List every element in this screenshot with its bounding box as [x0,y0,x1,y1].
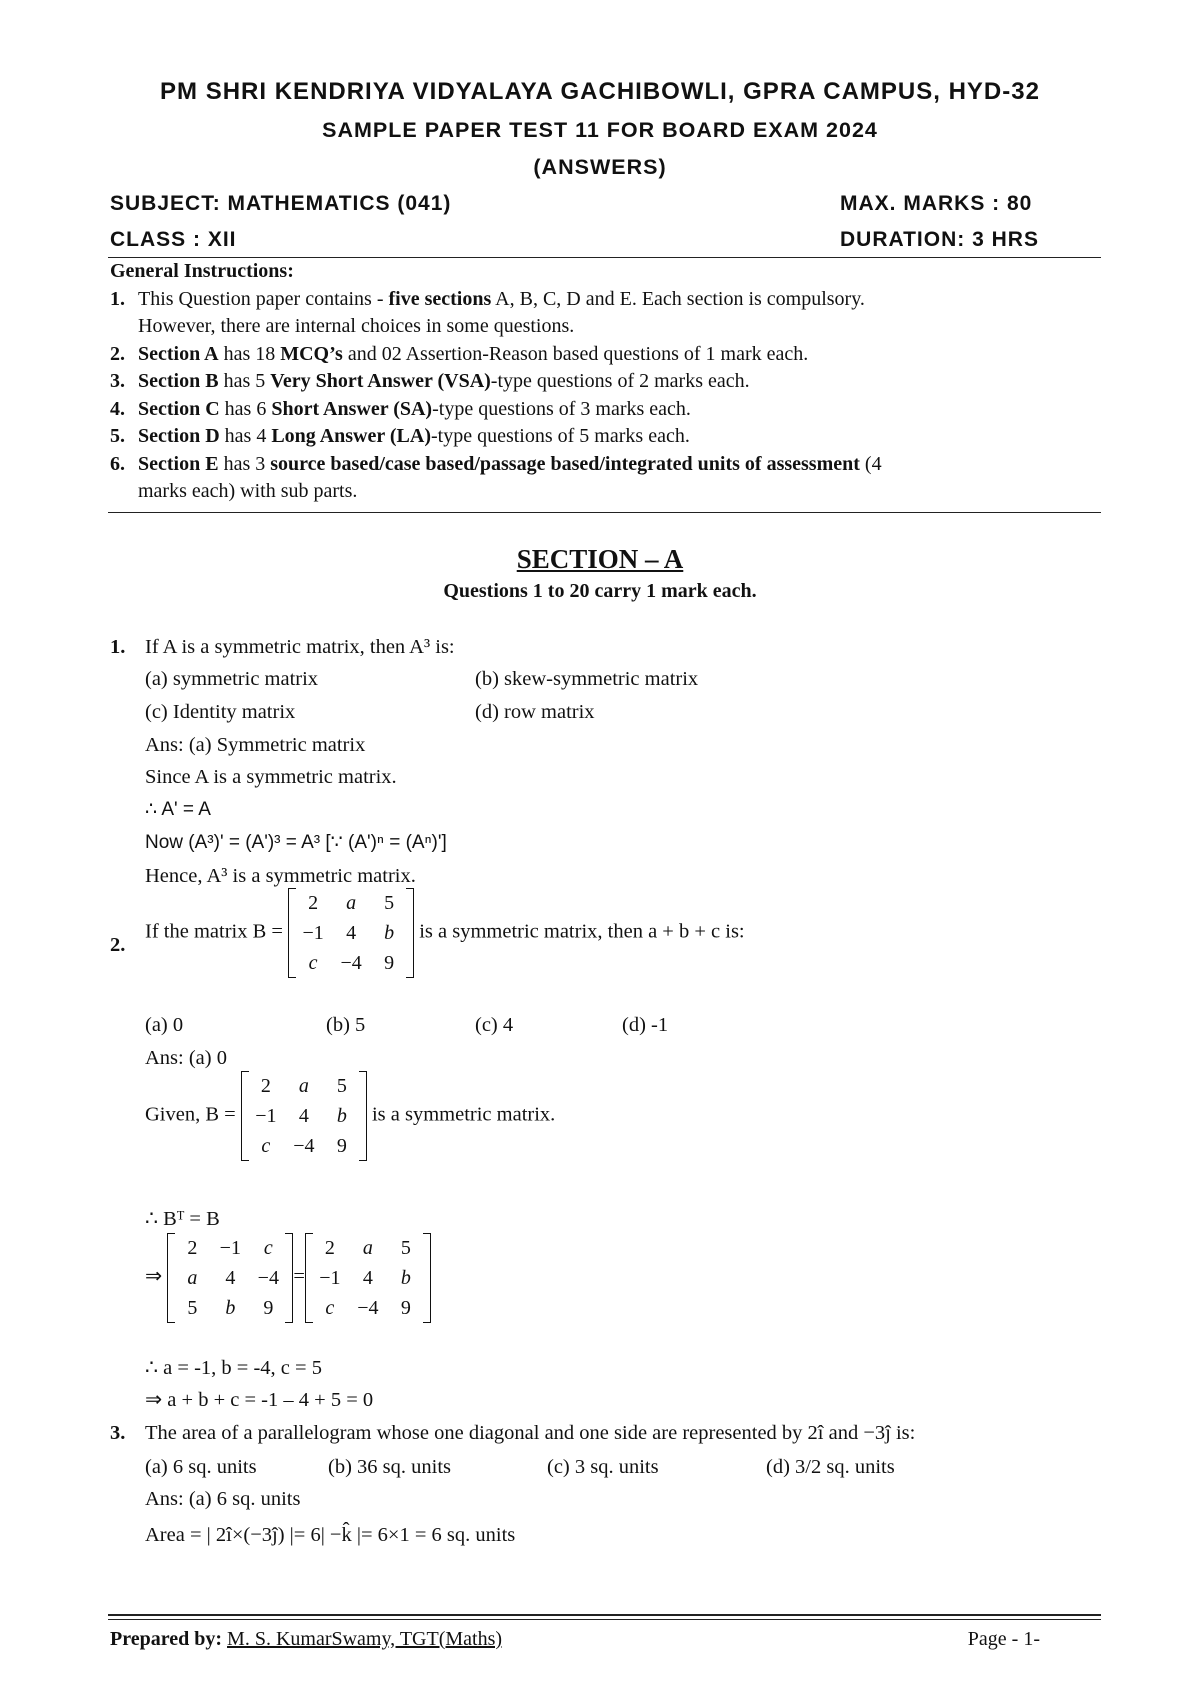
matrix-cell: b [225,1297,236,1319]
question-1: 1. If A is a symmetric matrix, then A³ is: (a) symmetric matrix (b) skew-symmetric matrix (c) Identity matrix (d) row matrix Ans: (a) Symmetric matrix Since A is a symmetric matrix. ∴ A' = A Now (A³)' = (A')³ = A³ [∵ (A')ⁿ = (Aⁿ)'] Hence, A³ is a symmetric matrix. [110,636,699,887]
matrix-cell: −4 [293,1135,315,1157]
prepared-label: Prepared by: [110,1628,223,1650]
class: CLASS : XII [110,228,237,251]
q1-answer: Ans: (a) Symmetric matrix [145,734,366,756]
matrix-cell: −1 [255,1105,277,1127]
class-row [110,228,1100,252]
q3-option-c: (c) 3 sq. units [547,1456,659,1478]
instruction-item: 1. This Question paper contains - five sections A, B, C, D and E. Each section is compulsory. However, there are internal choices in some questions. [110,287,865,337]
matrix-cell: 4 [225,1267,236,1289]
instructions-title: General Instructions: [110,260,294,282]
footer-rule [108,1614,1101,1616]
q3-area: Area = | 2î×(−3ĵ) |= 6| −k̂ |= 6×1 = 6 sq. units [145,1524,516,1546]
instruction-item: 6. Section E has 3 source based/case based/passage based/integrated units of assessment (4 marks each) with sub parts. [110,452,882,502]
page-number: Page - 1- [967,1628,1040,1650]
school-name: PM SHRI KENDRIYA VIDYALAYA GACHIBOWLI, GPRA CAMPUS, HYD-32 [160,78,1040,105]
matrix-cell: 5 [400,1237,411,1259]
q3-option-d: (d) 3/2 sq. units [766,1456,895,1478]
matrix-bt [167,1233,293,1323]
matrix-b [241,1071,367,1161]
matrix-cell: a [187,1267,198,1289]
answers-label: (ANSWERS) [533,155,667,179]
matrix-cell: a [298,1075,309,1097]
matrix-cell: a [346,892,357,914]
q1-option-b: (b) skew-symmetric matrix [475,668,699,690]
duration: DURATION: 3 HRS [840,228,1039,251]
matrix-cell: −4 [357,1297,379,1319]
matrix-cell: 4 [346,922,357,944]
paper-title: SAMPLE PAPER TEST 11 FOR BOARD EXAM 2024 [322,118,878,142]
matrix-cell: 9 [400,1297,411,1319]
max-marks: MAX. MARKS : 80 [840,192,1033,215]
prepared-name: M. S. KumarSwamy, TGT(Maths) [227,1628,503,1650]
matrix-cell: 5 [187,1297,198,1319]
matrix-cell: −4 [257,1267,279,1289]
matrix-cell: 2 [260,1075,271,1097]
matrix-cell: 5 [336,1075,347,1097]
footer [110,1628,1100,1651]
matrix-cell: 5 [384,892,395,914]
matrix-cell: −1 [219,1237,241,1259]
matrix-cell: 9 [384,952,395,974]
instruction-item: 2. Section A has 18 MCQ’s and 02 Assertion-Reason based questions of 1 mark each. [110,342,809,365]
q1-line: ∴ A' = A [145,799,211,820]
matrix-cell: −1 [319,1267,341,1289]
q3-answer: Ans: (a) 6 sq. units [145,1488,301,1510]
matrix-cell: 9 [263,1297,274,1319]
matrix-b [305,1233,431,1323]
question-2: 2. If the matrix B = 2 a 5 −1 4 b c −4 9 is a symmetric matrix, then a + b + c is: (a) 0 (b) 5 (c) 4 (d) -1 Ans: (a) 0 Given, B = 2 a 5 −1 4 b c −4 9 is a symmetric matrix. ∴ Bᵀ = B ⇒ 2 −1 c a 4 −4 5 b 9 = 2 a 5 −1 4 b c −4 9 ∴ a = -1, b = -4, c = 5 ⇒ a + b + c = -1 – 4 + 5 = 0 [110,888,1100,1408]
footer-rule [108,1619,1101,1620]
matrix-cell: 2 [308,892,319,914]
q1-line: Hence, A³ is a symmetric matrix. [145,865,416,887]
matrix-cell: 2 [324,1237,335,1259]
q2-stem: If the matrix B = 2 a 5 −1 4 b c −4 9 is a symmetric matrix, then a + b + c is: [145,888,745,978]
matrix-cell: b [384,922,395,944]
q1-stem: If A is a symmetric matrix, then A³ is: [145,636,455,658]
instruction-item: 4. Section C has 6 Short Answer (SA)-type questions of 3 marks each. [110,397,691,420]
matrix-cell: a [362,1237,373,1259]
matrix-cell: 9 [336,1135,347,1157]
q1-option-a: (a) symmetric matrix [145,668,319,690]
q2-option-a: (a) 0 [145,1014,184,1036]
q2-option-b: (b) 5 [326,1014,366,1036]
instruction-item: 5. Section D has 4 Long Answer (LA)-type questions of 5 marks each. [110,425,690,447]
q1-line: Now (A³)' = (A')³ = A³ [∵ (A')ⁿ = (Aⁿ)'] [145,832,447,853]
matrix-cell: b [400,1267,411,1289]
general-instructions [110,258,1100,506]
q2-equation: ⇒ 2 −1 c a 4 −4 5 b 9 = 2 a 5 −1 4 b c −4 9 [145,1233,431,1323]
q2-line: ⇒ a + b + c = -1 – 4 + 5 = 0 [145,1389,374,1411]
instructions-rule [108,512,1101,513]
q3-option-a: (a) 6 sq. units [145,1456,257,1478]
q3-option-b: (b) 36 sq. units [328,1456,451,1478]
matrix-cell: c [325,1297,335,1319]
matrix-cell: 2 [187,1237,198,1259]
q2-given: Given, B = 2 a 5 −1 4 b c −4 9 is a symmetric matrix. [145,1071,555,1161]
q1-option-c: (c) Identity matrix [145,701,296,723]
matrix-cell: c [308,952,318,974]
matrix-cell: b [336,1105,347,1127]
section-title: SECTION – A [516,544,684,574]
matrix-cell: 4 [362,1267,373,1289]
matrix-cell: c [261,1135,271,1157]
matrix-cell: 4 [298,1105,309,1127]
matrix-cell: c [263,1237,273,1259]
section-subtitle: Questions 1 to 20 carry 1 mark each. [443,580,757,602]
q2-answer: Ans: (a) 0 [145,1047,227,1069]
q2-line: ∴ Bᵀ = B [145,1208,220,1230]
subject-row [110,192,1100,216]
matrix-b [288,888,414,978]
q2-line: ∴ a = -1, b = -4, c = 5 [145,1357,322,1379]
q1-line: Since A is a symmetric matrix. [145,766,397,788]
instruction-item: 3. Section B has 5 Very Short Answer (VSA)-type questions of 2 marks each. [110,370,750,392]
q2-option-d: (d) -1 [622,1014,669,1036]
q2-option-c: (c) 4 [475,1014,514,1036]
matrix-cell: −4 [340,952,362,974]
subject: SUBJECT: MATHEMATICS (041) [110,192,452,215]
q1-option-d: (d) row matrix [475,701,595,723]
question-3: 3. The area of a parallelogram whose one diagonal and one side are represented by 2î and −3ĵ is: (a) 6 sq. units (b) 36 sq. units (c) 3 sq. units (d) 3/2 sq. units Ans: (a) 6 sq. units Area = | 2î×(−3ĵ) |= 6| −k̂ |= 6×1 = 6 sq. units [110,1422,916,1546]
matrix-cell: −1 [302,922,324,944]
q3-stem: The area of a parallelogram whose one diagonal and one side are represented by 2î and −3ĵ is: [145,1422,916,1444]
